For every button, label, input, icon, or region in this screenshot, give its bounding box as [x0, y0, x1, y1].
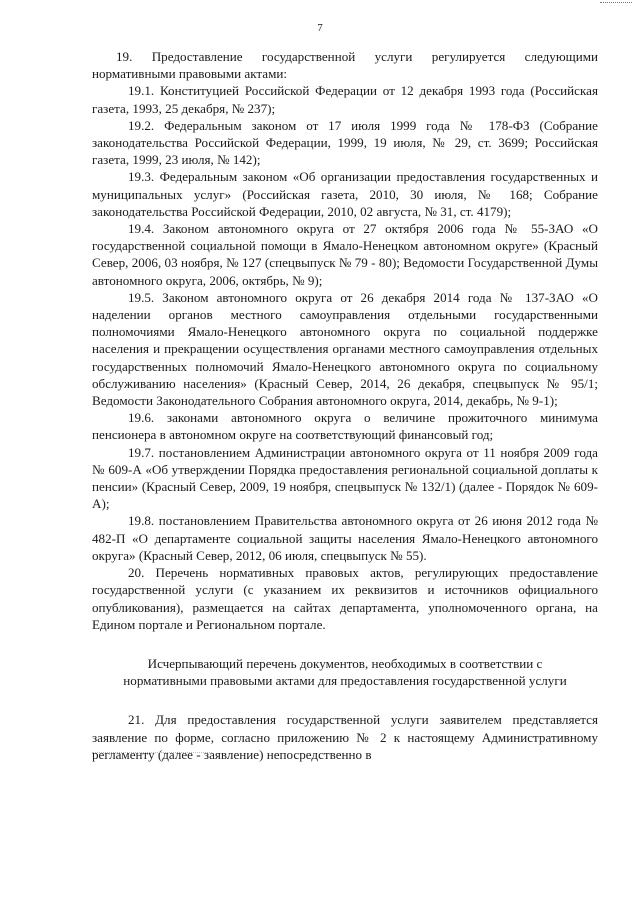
paragraph-19-4: 19.4. Законом автономного округа от 27 октября 2006 года № 55-ЗАО «О государственной социальной помощи в Ямало-Ненецком автономном округе» (Красный Север, 2006, 03 ноября, № 127 (спецвыпуск № 79 - 80); Ведомости Государственной Думы автономного округа, 2006, октябрь, № 9);	[92, 221, 598, 288]
page-number: 7	[317, 22, 323, 34]
section-heading-line-2: нормативными правовыми актами для предоставления государственной услуги	[123, 673, 567, 689]
paragraph-19-1: 19.1. Конституцией Российской Федерации от 12 декабря 1993 года (Российская газета, 1993, 25 декабря, № 237);	[92, 83, 598, 116]
section-heading	[92, 655, 598, 689]
paragraph-19: 19. Предоставление государственной услуги регулируется следующими нормативными правовыми актами:	[92, 49, 598, 82]
corner-mark	[600, 2, 632, 4]
paragraph-19-5: 19.5. Законом автономного округа от 26 декабря 2014 года № 137-ЗАО «О наделении органов местного самоуправления отдельными государственными полномочиями Ямало-Ненецкого автономного округа по социальной поддержке населения и прекращении осуществления органами местного самоуправления отдельных государственных полномочий Ямало-Ненецкого автономного округа по социальному обслуживанию населения» (Красный Север, 2014, 26 декабря, спецвыпуск № 95/1; Ведомости Законодательного Собрания автономного округа, 2014, декабрь, № 9-1);	[92, 289, 598, 409]
paragraph-19-3: 19.3. Федеральным законом «Об организации предоставления государственных и муниципальных услуг» (Российская газета, 2010, 30 июля, № 168; Собрание законодательства Российской Федерации, 2010, 02 августа, № 31, ст. 4179);	[92, 169, 598, 219]
document-body	[92, 48, 598, 763]
paragraph-19-2: 19.2. Федеральным законом от 17 июля 1999 года № 178-ФЗ (Собрание законодательства Российской Федерации, 1999, 19 июля, № 29, ст. 3699; Российская газета, 1999, 23 июля, № 142);	[92, 117, 598, 168]
scan-artifact	[92, 752, 212, 754]
paragraph-20: 20. Перечень нормативных правовых актов, регулирующих предоставление государственной услуги (с указанием их реквизитов и источников официального опубликования), размещается на сайтах департамента, уполномоченного органа, на Едином портале и Региональном портале.	[92, 565, 598, 632]
section-heading-line-1: Исчерпывающий перечень документов, необходимых в соответствии с	[147, 655, 543, 671]
paragraph-19-6: 19.6. законами автономного округа о величине прожиточного минимума пенсионера в автономном округе на соответствующий финансовый год;	[92, 410, 598, 443]
paragraph-19-8: 19.8. постановлением Правительства автономного округа от 26 июня 2012 года № 482-П «О департаменте социальной защиты населения Ямало-Ненецкого автономного округа» (Красный Север, 2012, 06 июля, спецвыпуск № 55).	[92, 513, 598, 563]
paragraph-19-7: 19.7. постановлением Администрации автономного округа от 11 ноября 2009 года № 609-А «Об утверждении Порядка предоставления региональной социальной доплаты к пенсии» (Красный Север, 2009, 19 ноября, спецвыпуск № 132/1) (далее - Порядок № 609-А);	[92, 444, 598, 512]
paragraph-21: 21. Для предоставления государственной услуги заявителем представляется заявление по форме, согласно приложению № 2 к настоящему Административному регламенту (далее - заявление) непосредственно в	[92, 712, 598, 762]
